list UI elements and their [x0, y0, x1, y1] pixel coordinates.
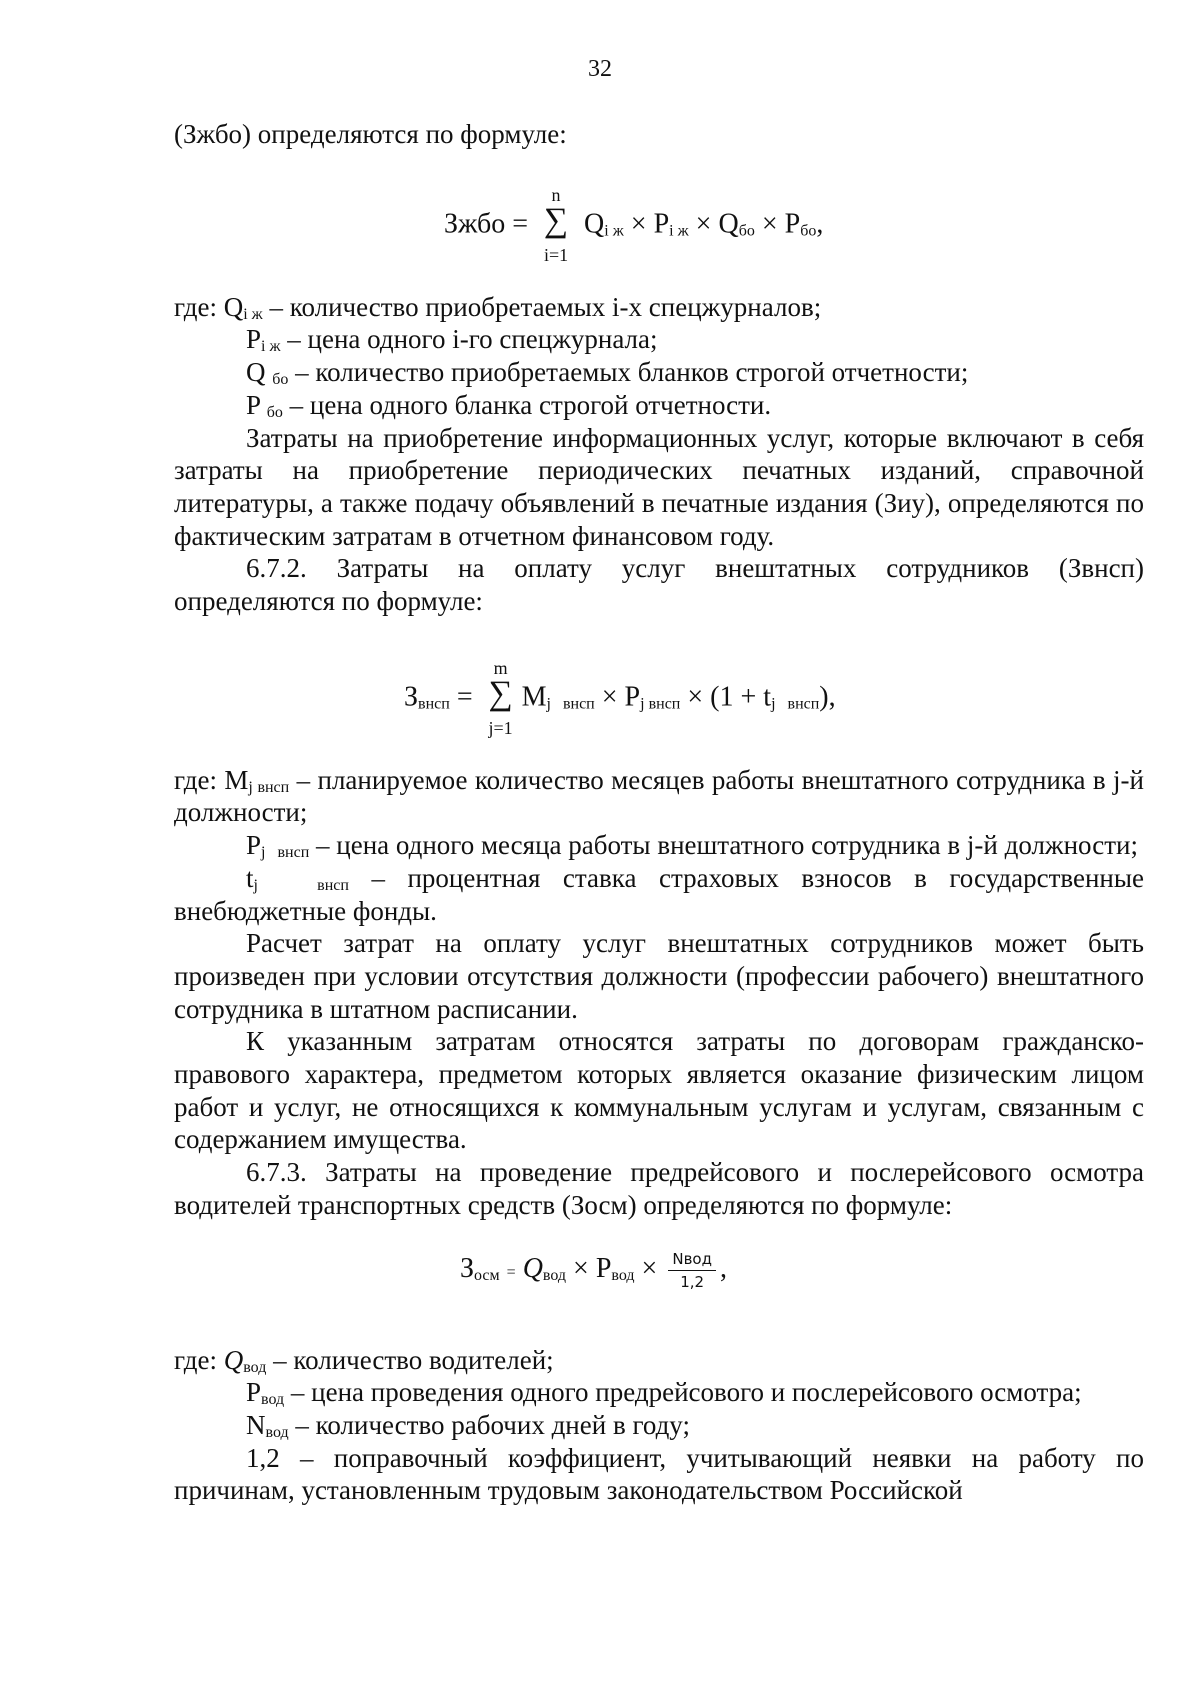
paragraph-calculation: Расчет затрат на оплату услуг внештатных сотрудников может быть произведен при условии отсутствия должности (профессии рабочего) внештатного сотрудника в штатном расписании. — [174, 928, 1144, 1024]
defs2-line3 — [174, 862, 1144, 927]
formula3-lhs: З — [460, 1252, 475, 1284]
formula2-times2: × — [687, 681, 704, 713]
paragraph-6-7-3: 6.7.3. Затраты на проведение предрейсового и послерейсового осмотра водителей транспортных средств (Зосм) определяются по формуле: — [174, 1157, 1144, 1220]
formula1-tail: , — [816, 208, 824, 240]
defs3-l2-sub: вод — [261, 1391, 285, 1409]
defs3-l3-sym: N — [246, 1409, 266, 1440]
defs1-l4-sub: бо — [266, 403, 283, 421]
formula3-t2: P — [595, 1252, 612, 1284]
formula1-t1: Q — [584, 208, 605, 240]
defs1-l3-sub: бо — [272, 371, 289, 389]
defs1-l3-sym: Q — [246, 357, 266, 388]
defs2-l2-text: – цена одного месяца работы внештатного сотрудника в j-й должности; — [316, 830, 1138, 861]
formula2-t2: P — [624, 681, 641, 713]
formula3-fraction — [668, 1250, 716, 1291]
formula-zhbo — [174, 151, 1144, 291]
formula2-sum-bottom: j=1 — [488, 717, 513, 738]
formula3-eq: = — [506, 1263, 516, 1281]
defs3-l1-sub: вод — [243, 1358, 267, 1376]
defs1-l2-text: – цена одного i-го спецжурнала; — [287, 324, 658, 355]
paragraph-info-services: Затраты на приобретение информационных услуг, которые включают в себя затраты на приобретение периодических печатных изданий, справочной литературы, а также подачу объявлений в печатные издания (Зиу), определяются по фактическим затратам в отчетном финансовом году. — [174, 422, 1144, 551]
defs2-l2-sub: j внсп — [261, 844, 310, 862]
formula1-sum-bottom: i=1 — [543, 244, 569, 265]
defs3-where: где: — [174, 1344, 217, 1375]
formula-vnsp — [174, 618, 1144, 764]
formula1-times1: × — [630, 208, 647, 240]
formula3-lhs-sub: осм — [474, 1266, 500, 1284]
formula2-open: (1 + t — [710, 681, 772, 713]
formula3-t1-sub: вод — [542, 1266, 567, 1284]
defs1-l1-sym: Q — [223, 291, 244, 322]
formula1-times3: × — [761, 208, 778, 240]
formula1-t2-sub: i ж — [669, 222, 689, 240]
paragraph-civil-contracts: К указанным затратам относятся затраты по договорам гражданско-правового характера, предметом которых является оказание физическим лицом работ и услуг, не относящихся к коммунальным услугам и услугам, связанным с содержанием имущества. — [174, 1026, 1144, 1155]
defs3-line3 — [174, 1409, 1144, 1442]
formula3-times2: × — [641, 1252, 658, 1284]
defs3-l2-text: – цена проведения одного предрейсового и послерейсового осмотра; — [290, 1377, 1082, 1408]
formula3-t1: Q — [522, 1252, 543, 1284]
defs1-l1-sub: i ж — [243, 305, 263, 323]
defs2-l3-sub: j внсп — [253, 876, 349, 894]
defs3-line4: 1,2 – поправочный коэффициент, учитывающий неявки на работу по причинам, установленным трудовым законодательством Российской — [174, 1442, 1144, 1506]
defs3-l3-sub: вод — [265, 1423, 289, 1441]
defs2-l3-text: – процентная ставка страховых взносов в государственные внебюджетные фонды. — [174, 862, 1145, 926]
paragraph-6-7-2: 6.7.2. Затраты на оплату услуг внештатных сотрудников (Звнсп) определяются по формуле: — [174, 553, 1144, 617]
formula2-eq: = — [456, 681, 473, 713]
defs2-l1-sym: M — [224, 764, 249, 795]
defs1-l4-sym: P — [246, 389, 261, 420]
formula1-sum — [539, 185, 573, 267]
defs1-l2-sym: P — [246, 324, 262, 355]
formula1-sum-top: n — [551, 184, 561, 205]
formula3-t2-sub: вод — [611, 1266, 635, 1284]
formula2-t1: M — [521, 681, 547, 713]
defs2-l1-sub: j внсп — [248, 778, 290, 796]
formula2-sum-top: m — [493, 657, 508, 678]
formula3-frac-num: Nвод — [668, 1250, 716, 1271]
defs2-line1 — [174, 764, 1144, 829]
defs1-where: где: — [174, 291, 217, 322]
defs3-l3-text: – количество рабочих дней в году; — [295, 1409, 690, 1440]
defs3-line2 — [174, 1376, 1144, 1409]
formula2-times1: × — [601, 681, 618, 713]
formula1-t1-sub: i ж — [604, 222, 624, 240]
formula1-t2: P — [653, 208, 670, 240]
formula1-lhs: Зжбо — [444, 208, 506, 240]
defs3-l1-sym: Q — [223, 1344, 244, 1375]
formula2-t3-sub: j внсп — [771, 695, 820, 713]
formula2-lhs-sub: внсп — [418, 695, 450, 713]
formula1-t4: P — [784, 208, 801, 240]
document-body — [174, 118, 1144, 1507]
sum-sign-icon: ∑ — [488, 674, 513, 712]
defs1-l4-text: – цена одного бланка строгой отчетности. — [289, 389, 772, 420]
defs1-line4 — [174, 389, 1144, 422]
defs1-l1-text: – количество приобретаемых i-х спецжурналов; — [269, 291, 822, 322]
sum-sign-icon: ∑ — [543, 201, 569, 239]
formula3-frac-den: 1,2 — [680, 1272, 705, 1291]
formula2-t2-sub: j внсп — [640, 695, 681, 713]
defs2-l3-sym: t — [246, 862, 254, 893]
page-number: 32 — [588, 56, 612, 82]
defs1-line3 — [174, 356, 1144, 389]
defs1-line2 — [174, 323, 1144, 356]
formula1-eq: = — [512, 208, 529, 240]
defs1-line1 — [174, 291, 1144, 324]
formula2-lhs: З — [404, 681, 419, 713]
defs3-l2-sym: P — [246, 1377, 262, 1408]
defs3-line1 — [174, 1344, 1144, 1377]
defs1-l3-text: – количество приобретаемых бланков строгой отчетности; — [295, 357, 969, 388]
defs2-where: где: — [174, 764, 217, 795]
formula-osm — [174, 1222, 1144, 1344]
defs2-l2-sym: P — [246, 830, 262, 861]
intro-line: (Зжбо) определяются по формуле: — [174, 119, 567, 149]
formula2-close: ), — [819, 681, 836, 713]
formula1-t3-sub: бо — [738, 222, 755, 240]
formula2-t1-sub: j внсп — [546, 695, 595, 713]
formula3-times1: × — [573, 1252, 589, 1284]
formula3-tail: , — [719, 1252, 727, 1284]
formula1-t4-sub: бо — [800, 222, 817, 240]
defs2-l1-text: – планируемое количество месяцев работы внештатного сотрудника в j-й должности; — [174, 764, 1144, 828]
formula1-times2: × — [695, 208, 712, 240]
formula1-t3: Q — [718, 208, 739, 240]
formula2-sum — [484, 658, 518, 740]
defs2-line2 — [174, 829, 1144, 862]
defs3-l1-text: – количество водителей; — [273, 1344, 554, 1375]
defs1-l2-sub: i ж — [261, 338, 281, 356]
